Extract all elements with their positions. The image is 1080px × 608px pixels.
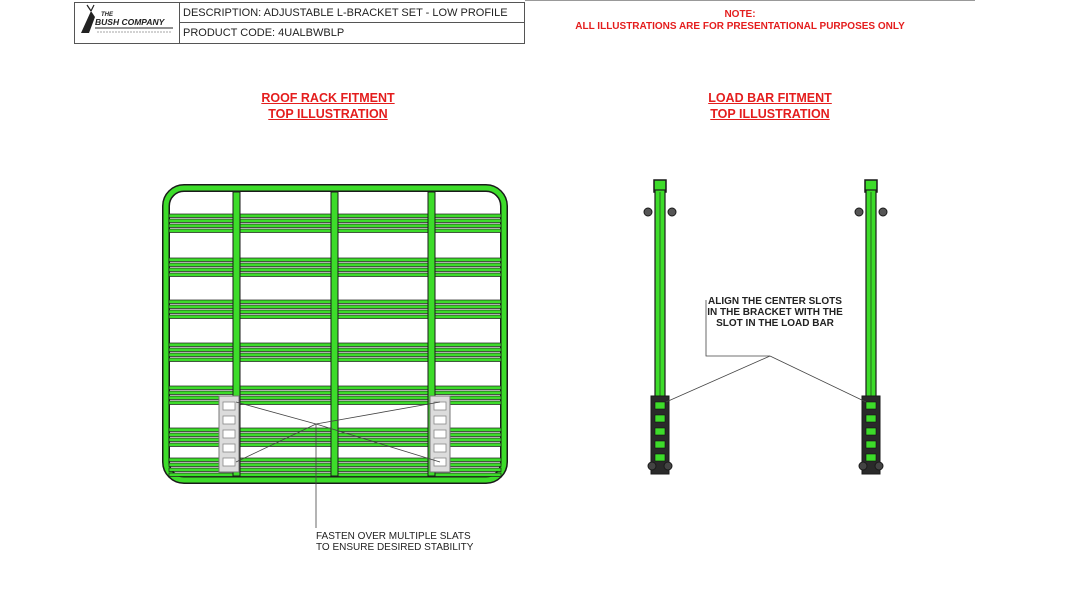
load-bar-callout-line1: ALIGN THE CENTER SLOTS (708, 296, 842, 307)
rack-bracket-right (430, 396, 450, 472)
rack-bracket-left (219, 396, 239, 472)
load-bar-callout-line2: IN THE BRACKET WITH THE (707, 307, 843, 318)
load-bar-heading-line1: LOAD BAR FITMENT (708, 91, 832, 105)
roof-rack-illustration (166, 188, 504, 528)
load-bar-callout-line3: SLOT IN THE LOAD BAR (716, 318, 834, 329)
roof-rack-heading-line2: TOP ILLUSTRATION (268, 107, 388, 121)
logo-main-text: BUSH COMPANY (95, 17, 165, 27)
rack-callout-line1: FASTEN OVER MULTIPLE SLATS (316, 531, 471, 542)
rack-callout-line2: TO ENSURE DESIRED STABILITY (316, 542, 474, 553)
note-label: NOTE: (724, 9, 756, 20)
load-bar-callout (707, 296, 843, 329)
load-bar-left (644, 180, 676, 474)
roof-rack-heading-line1: ROOF RACK FITMENT (261, 91, 395, 105)
note-text: ALL ILLUSTRATIONS ARE FOR PRESENTATIONAL PURPOSES ONLY (575, 21, 905, 32)
load-bar-right (855, 180, 887, 474)
description-field: DESCRIPTION: ADJUSTABLE L-BRACKET SET - LOW PROFILE (180, 3, 525, 23)
product-code-field: PRODUCT CODE: 4UALBWBLP (183, 27, 345, 39)
rack-callout (316, 531, 473, 553)
logo-small-text: THE (101, 12, 113, 18)
load-bar-heading-line2: TOP ILLUSTRATION (710, 107, 830, 121)
